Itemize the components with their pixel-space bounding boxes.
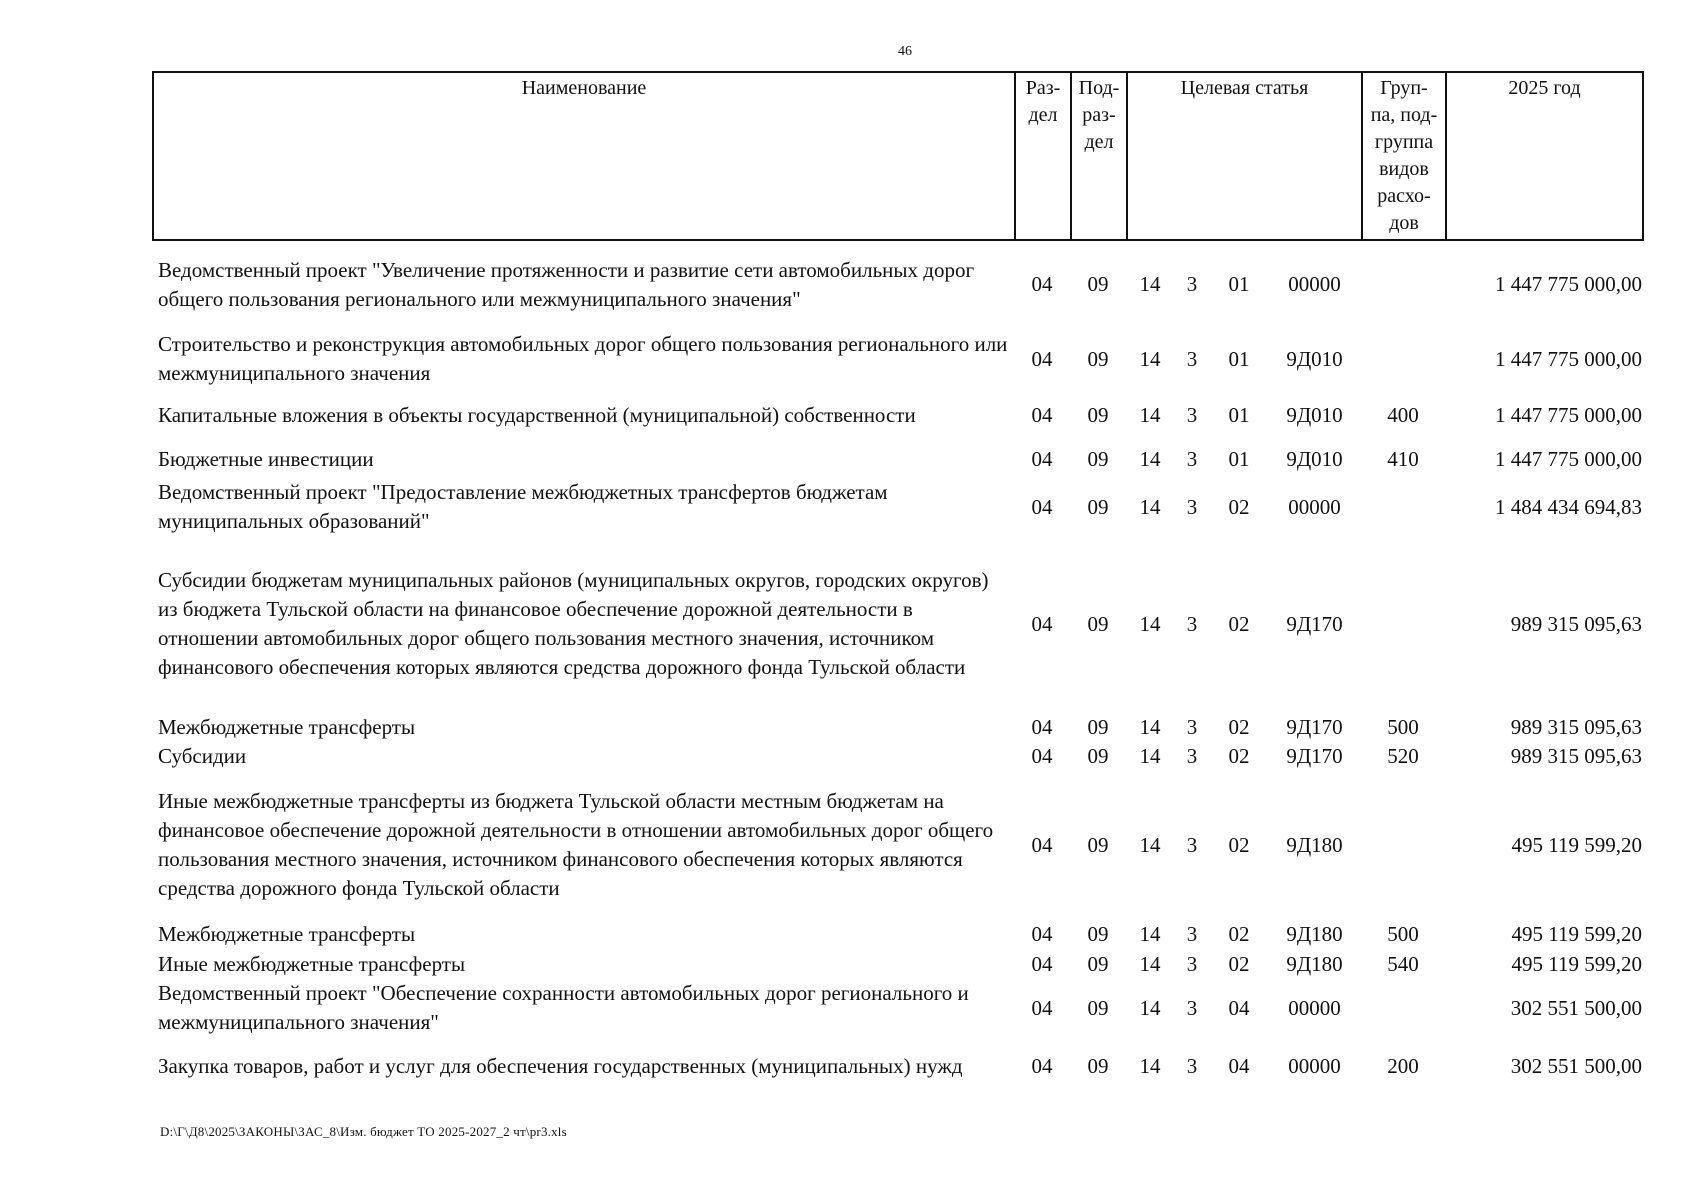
page-number: 46 <box>898 44 912 59</box>
cell-program: 14 <box>1139 995 1161 1020</box>
cell-razdel: 04 <box>1031 714 1053 739</box>
table-row <box>152 979 1644 1037</box>
cell-program: 14 <box>1139 744 1161 768</box>
cell-program: 14 <box>1139 832 1161 857</box>
cell-gruppa: 400 <box>1387 402 1419 427</box>
cell-podrazdel: 09 <box>1087 921 1109 946</box>
cell-podrazdel: 09 <box>1087 744 1109 768</box>
cell-sum: 989 315 095,63 <box>1510 714 1642 739</box>
cell-podrazdel: 09 <box>1087 714 1109 739</box>
cell-podrazdel: 09 <box>1087 832 1109 857</box>
cell-type: 3 <box>1186 446 1198 471</box>
cell-direction: 00000 <box>1288 494 1341 519</box>
cell-program: 14 <box>1139 611 1161 636</box>
cell-gruppa: 500 <box>1387 714 1419 739</box>
cell-razdel: 04 <box>1031 1053 1053 1078</box>
cell-project: 02 <box>1228 494 1250 519</box>
cell-direction: 00000 <box>1288 995 1341 1020</box>
cell-sum: 302 551 500,00 <box>1510 995 1642 1020</box>
cell-razdel: 04 <box>1031 346 1053 371</box>
cell-project: 02 <box>1228 921 1250 946</box>
cell-type: 3 <box>1186 921 1198 946</box>
cell-name: Иные межбюджетные трансферты <box>158 951 466 976</box>
header-gruppa-line: па, под- <box>1370 104 1438 126</box>
cell-sum: 1 484 434 694,83 <box>1495 494 1642 519</box>
cell-program: 14 <box>1139 272 1161 296</box>
cell-project: 02 <box>1228 951 1250 976</box>
cell-sum: 495 119 599,20 <box>1511 921 1642 946</box>
cell-type: 3 <box>1186 714 1198 739</box>
cell-direction: 9Д170 <box>1286 714 1343 739</box>
cell-razdel: 04 <box>1031 921 1053 946</box>
cell-sum: 989 315 095,63 <box>1510 744 1642 768</box>
cell-direction: 9Д180 <box>1286 951 1343 976</box>
cell-podrazdel: 09 <box>1087 494 1109 519</box>
cell-name: Субсидии <box>158 744 247 768</box>
table-header <box>152 71 1644 241</box>
cell-name: Бюджетные инвестиции <box>158 446 374 471</box>
cell-sum: 989 315 095,63 <box>1510 611 1642 636</box>
cell-name: Межбюджетные трансферты <box>158 921 416 946</box>
table-row <box>152 919 1644 949</box>
header-razdel <box>1016 73 1072 239</box>
cell-podrazdel: 09 <box>1087 402 1109 427</box>
cell-direction: 9Д010 <box>1286 402 1343 427</box>
header-podrazdel-line: Под- <box>1078 77 1120 99</box>
header-year: 2025 год <box>1508 77 1581 99</box>
cell-program: 14 <box>1139 1053 1161 1078</box>
cell-program: 14 <box>1139 346 1161 371</box>
cell-project: 02 <box>1228 744 1250 768</box>
header-podrazdel <box>1072 73 1128 239</box>
cell-podrazdel: 09 <box>1087 951 1109 976</box>
cell-razdel: 04 <box>1031 494 1053 519</box>
cell-gruppa: 410 <box>1387 446 1419 471</box>
cell-type: 3 <box>1186 1053 1198 1078</box>
header-podrazdel-line: дел <box>1084 131 1114 153</box>
cell-type: 3 <box>1186 995 1198 1020</box>
cell-program: 14 <box>1139 951 1161 976</box>
cell-sum: 1 447 775 000,00 <box>1495 346 1642 371</box>
cell-project: 04 <box>1228 995 1250 1020</box>
header-gruppa-line: Груп- <box>1380 77 1428 99</box>
cell-podrazdel: 09 <box>1087 995 1109 1020</box>
cell-razdel: 04 <box>1031 272 1053 296</box>
header-podrazdel-line: раз- <box>1082 104 1116 126</box>
cell-gruppa: 500 <box>1387 921 1419 946</box>
cell-project: 04 <box>1228 1053 1250 1078</box>
cell-project: 01 <box>1228 446 1250 471</box>
cell-podrazdel: 09 <box>1087 272 1109 296</box>
cell-sum: 1 447 775 000,00 <box>1495 402 1642 427</box>
table-row <box>152 712 1644 742</box>
cell-gruppa: 200 <box>1387 1053 1419 1078</box>
cell-razdel: 04 <box>1031 611 1053 636</box>
cell-project: 01 <box>1228 346 1250 371</box>
table-row <box>152 1037 1644 1095</box>
cell-name: Ведомственный проект "Обеспечение сохранности автомобильных дорог регионального и межмуниципального значения" <box>158 981 969 1034</box>
cell-program: 14 <box>1139 494 1161 519</box>
cell-type: 3 <box>1186 744 1198 768</box>
cell-project: 02 <box>1228 611 1250 636</box>
cell-sum: 1 447 775 000,00 <box>1495 272 1642 296</box>
header-gruppa-line: дов <box>1389 212 1419 234</box>
cell-direction: 9Д170 <box>1286 744 1343 768</box>
cell-podrazdel: 09 <box>1087 1053 1109 1078</box>
cell-razdel: 04 <box>1031 402 1053 427</box>
cell-project: 02 <box>1228 832 1250 857</box>
table-row <box>152 478 1644 536</box>
table-row <box>152 949 1644 979</box>
table-row <box>152 440 1644 478</box>
cell-name: Строительство и реконструкция автомобильных дорог общего пользования регионального или межмуниципального значения <box>158 332 1008 385</box>
header-celevaya-statya: Целевая статья <box>1128 73 1363 239</box>
cell-direction: 9Д180 <box>1286 921 1343 946</box>
cell-program: 14 <box>1139 714 1161 739</box>
cell-project: 01 <box>1228 402 1250 427</box>
cell-direction: 9Д010 <box>1286 346 1343 371</box>
table-row <box>152 390 1644 440</box>
cell-type: 3 <box>1186 346 1198 371</box>
cell-program: 14 <box>1139 402 1161 427</box>
cell-type: 3 <box>1186 494 1198 519</box>
cell-type: 3 <box>1186 272 1198 296</box>
table-row <box>152 328 1644 390</box>
header-gruppa-line: расхо- <box>1377 185 1431 207</box>
header-gruppa-line: группа <box>1374 131 1434 153</box>
header-gruppa-line: видов <box>1379 158 1429 180</box>
header-gruppa <box>1363 73 1447 239</box>
cell-gruppa: 520 <box>1387 744 1419 768</box>
cell-direction: 00000 <box>1288 1053 1341 1078</box>
table-body <box>152 241 1644 1095</box>
cell-razdel: 04 <box>1031 995 1053 1020</box>
cell-podrazdel: 09 <box>1087 346 1109 371</box>
cell-project: 02 <box>1228 714 1250 739</box>
cell-type: 3 <box>1186 611 1198 636</box>
cell-razdel: 04 <box>1031 832 1053 857</box>
cell-razdel: 04 <box>1031 446 1053 471</box>
cell-direction: 9Д170 <box>1286 611 1343 636</box>
cell-name: Закупка товаров, работ и услуг для обеспечения государственных (муниципальных) нужд <box>158 1053 963 1078</box>
cell-gruppa: 540 <box>1387 951 1419 976</box>
cell-sum: 1 447 775 000,00 <box>1495 446 1642 471</box>
cell-podrazdel: 09 <box>1087 611 1109 636</box>
table-row <box>152 536 1644 712</box>
cell-sum: 495 119 599,20 <box>1511 832 1642 857</box>
table-row <box>152 771 1644 919</box>
header-name: Наименование <box>154 73 1016 239</box>
cell-name: Капитальные вложения в объекты государственной (муниципальной) собственности <box>158 402 916 427</box>
footer-file-path: D:\Г\Д8\2025\ЗАКОНЫ\ЗАС_8\Изм. бюджет ТО 2025-2027_2 чт\pr3.xls <box>160 1124 567 1139</box>
cell-name: Иные межбюджетные трансферты из бюджета Тульской области местным бюджетам на финансовое обеспечение дорожной деятельности в отношении автомобильных дорог общего пользования местного значения, источником финансового обеспечения которых являются средства дорожного фонда Тульской области <box>158 789 994 900</box>
cell-razdel: 04 <box>1031 744 1053 768</box>
cell-razdel: 04 <box>1031 951 1053 976</box>
header-razdel-line: дел <box>1028 104 1058 126</box>
cell-direction: 00000 <box>1288 272 1341 296</box>
cell-name: Ведомственный проект "Увеличение протяженности и развитие сети автомобильных дорог общего пользования регионального или межмуниципального значения" <box>158 257 975 311</box>
cell-type: 3 <box>1186 832 1198 857</box>
cell-direction: 9Д180 <box>1286 832 1343 857</box>
cell-project: 01 <box>1228 272 1250 296</box>
cell-name: Субсидии бюджетам муниципальных районов (муниципальных округов, городских округов) из бюджета Тульской области на финансовое обеспечение дорожной деятельности в отношении автомобильных дорог общего пользования местного значения, источником финансового обеспечения которых являются средства дорожного фонда Тульской области <box>158 568 989 679</box>
table-row <box>152 742 1644 771</box>
table-row <box>152 241 1644 328</box>
cell-podrazdel: 09 <box>1087 446 1109 471</box>
cell-program: 14 <box>1139 921 1161 946</box>
cell-name: Ведомственный проект "Предоставление межбюджетных трансфертов бюджетам муниципальных образований" <box>158 480 888 533</box>
cell-type: 3 <box>1186 402 1198 427</box>
cell-name: Межбюджетные трансферты <box>158 714 416 739</box>
header-razdel-line: Раз- <box>1025 77 1061 99</box>
cell-sum: 495 119 599,20 <box>1511 951 1642 976</box>
cell-type: 3 <box>1186 951 1198 976</box>
cell-program: 14 <box>1139 446 1161 471</box>
cell-direction: 9Д010 <box>1286 446 1343 471</box>
cell-sum: 302 551 500,00 <box>1510 1053 1642 1078</box>
